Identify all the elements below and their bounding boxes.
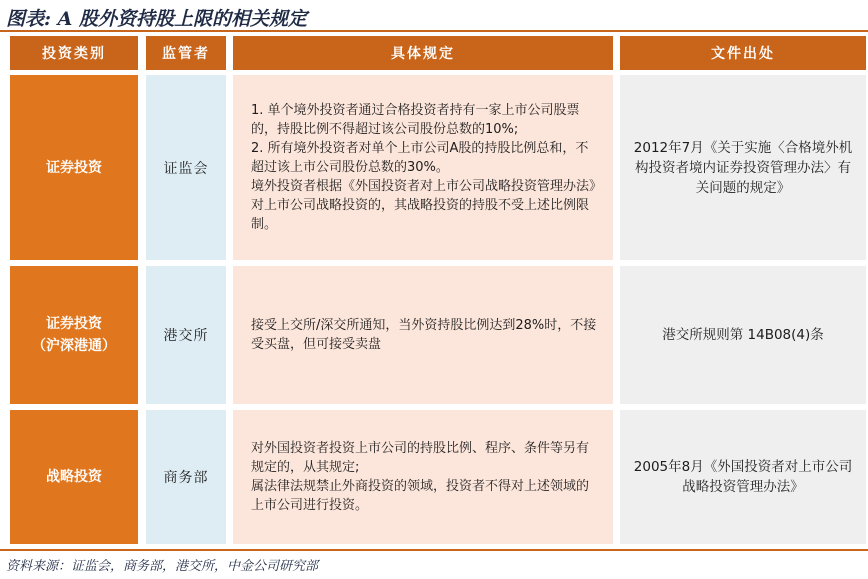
row-3-rule-2: 属法律法规禁止外商投资的领域，投资者不得对上述领域的上市公司进行投资。 (251, 479, 590, 513)
row-1-regulator: 证监会 (146, 75, 226, 260)
header-document: 文件出处 (620, 36, 866, 70)
row-2-category (10, 266, 138, 404)
row-3-document: 2005年8月《外国投资者对上市公司战略投资管理办法》 (620, 410, 866, 544)
row-2-rule-1: 接受上交所/深交所通知，当外资持股比例达到28%时，不接受买盘，但可接受卖盘 (251, 318, 597, 352)
row-1-rules (233, 75, 613, 260)
source-note: 资料来源：证监会，商务部，港交所，中金公司研究部 (6, 559, 319, 574)
row-3-category-label: 战略投资 (46, 469, 102, 485)
header-regulator: 监管者 (146, 36, 226, 70)
row-1-category-label: 证券投资 (46, 159, 102, 176)
row-2-regulator: 港交所 (146, 266, 226, 404)
row-2-document: 港交所规则第 14B08(4)条 (620, 266, 866, 404)
row-1-document: 2012年7月《关于实施〈合格境外机构投资者境内证券投资管理办法〉有关问题的规定》 (620, 75, 866, 260)
bottom-divider (0, 549, 868, 551)
top-divider (0, 30, 868, 32)
row-3-rules (233, 410, 613, 544)
row-1-rule-2: 2. 所有境外投资者对单个上市公司A股的持股比例总和，不超过该上市公司股份总数的30%。 (251, 141, 589, 175)
row-3-category (10, 410, 138, 544)
row-2-rules (233, 266, 613, 404)
row-3-regulator: 商务部 (146, 410, 226, 544)
row-1-category (10, 75, 138, 260)
figure-title: 图表: A 股外资持股上限的相关规定 (6, 8, 307, 30)
header-category: 投资类别 (10, 36, 138, 70)
row-1-rule-3: 境外投资者根据《外国投资者对上市公司战略投资管理办法》对上市公司战略投资的，其战略投资的持股不受上述比例限制。 (251, 179, 596, 232)
row-1-rule-1: 1. 单个境外投资者通过合格投资者持有一家上市公司股票的，持股比例不得超过该公司股份总数的10%; (251, 103, 580, 137)
row-2-category-label: 证券投资 (46, 316, 102, 332)
row-2-category-sublabel: （沪深港通） (32, 338, 116, 354)
row-3-rule-1: 对外国投资者投资上市公司的持股比例、程序、条件等另有规定的，从其规定; (251, 441, 590, 475)
header-rules: 具体规定 (233, 36, 613, 70)
